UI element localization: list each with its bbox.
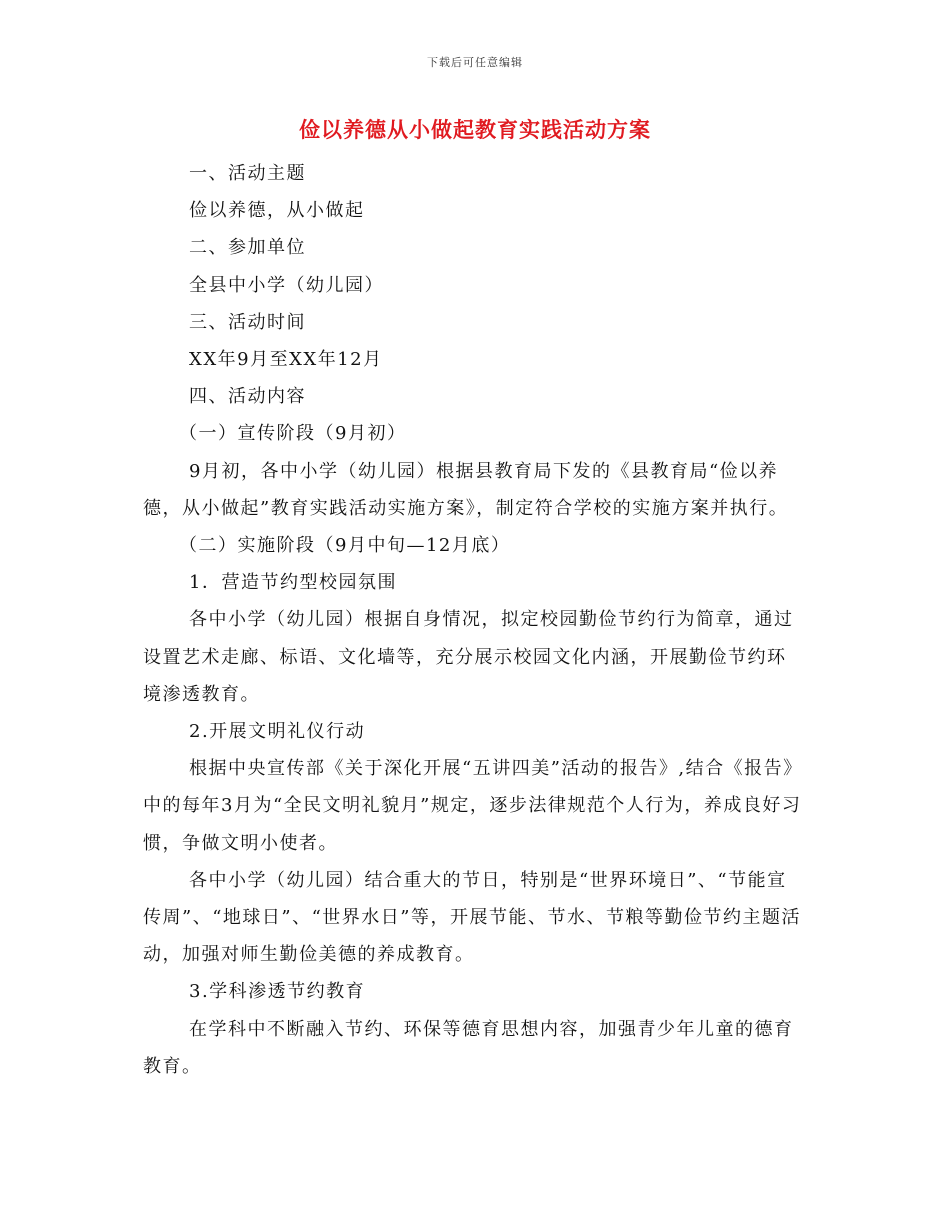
document-body <box>143 155 803 1085</box>
item-heading-campus-atmosphere: 1．营造节约型校园氛围 <box>189 572 397 594</box>
paragraph-subject-education: 在学科中不断融入节约、环保等德育思想内容，加强青少年儿童的德育教育。 <box>143 1018 794 1077</box>
paragraph-publicity-stage: 9月初，各中小学（幼儿园）根据县教育局下发的《县教育局“俭以养德，从小做起”教育实践活动实施方案》，制定符合学校的实施方案并执行。 <box>143 460 789 519</box>
heading-activity-time: 三、活动时间 <box>189 311 306 333</box>
item-heading-civility-action: 2.开展文明礼仪行动 <box>189 721 366 743</box>
subheading-publicity-stage: （一）宣传阶段（9月初） <box>179 423 407 445</box>
activity-time-text: XX年9月至XX年12月 <box>189 349 383 371</box>
participants-text: 全县中小学（幼儿园） <box>189 274 384 296</box>
heading-activity-theme: 一、活动主题 <box>189 163 306 184</box>
paragraph-civility-action: 根据中央宣传部《关于深化开展“五讲四美”活动的报告》,结合《报告》中的每年3月为“全民文明礼貌月”规定，逐步法律规范个人行为，养成良好习惯，争做文明小使者。 <box>143 758 803 854</box>
heading-participants: 二、参加单位 <box>189 237 306 259</box>
paragraph-festival-activities: 各中小学（幼儿园）结合重大的节日，特别是“世界环境日”、“节能宣传周”、“地球日”、“世界水日”等，开展节能、节水、节粮等勤俭节约主题活动，加强对师生勤俭美德的养成教育。 <box>143 869 802 966</box>
page-header-note: 下载后可任意编辑 <box>427 56 523 69</box>
paragraph-campus-atmosphere: 各中小学（幼儿园）根据自身情况，拟定校园勤俭节约行为简章，通过设置艺术走廊、标语、文化墙等，充分展示校园文化内涵，开展勤俭节约环境渗透教育。 <box>143 609 794 705</box>
item-heading-subject-education: 3.学科渗透节约教育 <box>189 981 366 1003</box>
heading-activity-content: 四、活动内容 <box>189 386 306 408</box>
subheading-implementation-stage: （二）实施阶段（9月中旬—12月底） <box>179 535 511 557</box>
document-title: 俭以养德从小做起教育实践活动方案 <box>299 117 651 142</box>
activity-theme-text: 俭以养德，从小做起 <box>189 200 365 222</box>
